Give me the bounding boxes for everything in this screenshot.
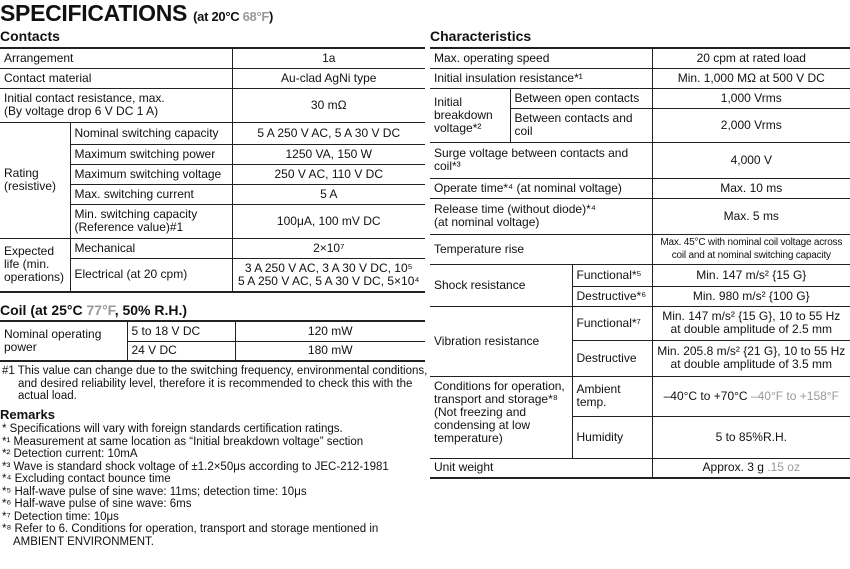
- value: 2×10⁷: [232, 238, 425, 258]
- label: Destructive: [572, 340, 652, 376]
- value: 1250 VA, 150 W: [232, 144, 425, 164]
- table-row: [430, 306, 850, 340]
- label: Between open contacts: [510, 88, 652, 108]
- life-label: Expected life (min. operations): [0, 238, 70, 292]
- label: Between contacts and coil: [510, 108, 652, 142]
- value: Min. 980 m/s² {100 G}: [652, 286, 850, 306]
- value: Max. 5 ms: [652, 198, 850, 234]
- table-row: [430, 264, 850, 286]
- label: Initial insulation resistance*¹: [430, 68, 652, 88]
- characteristics-heading: Characteristics: [430, 28, 532, 44]
- table-row: [0, 88, 425, 122]
- value: 180 mW: [235, 341, 425, 361]
- table-row: [430, 68, 850, 88]
- table-row: [0, 122, 425, 144]
- label: 5 to 18 V DC: [127, 321, 235, 341]
- table-row: [430, 178, 850, 198]
- label: 24 V DC: [127, 341, 235, 361]
- label: Release time (without diode)*⁴ (at nominal voltage): [430, 198, 652, 234]
- label: Humidity: [572, 416, 652, 458]
- label: Destructive*⁶: [572, 286, 652, 306]
- label: Conditions for operation, transport and storage*⁸ (Not freezing and condensing at low temperature): [430, 376, 572, 458]
- value: Min. 205.8 m/s² {21 G}, 10 to 55 Hz at double amplitude of 3.5 mm: [652, 340, 850, 376]
- label: Contact material: [0, 68, 232, 88]
- value: 2,000 Vrms: [652, 108, 850, 142]
- value: 100μA, 100 mV DC: [232, 204, 425, 238]
- table-row: [430, 198, 850, 234]
- value: 5 to 85%R.H.: [652, 416, 850, 458]
- table-row: [430, 376, 850, 416]
- value: Approx. 3 g .15 oz: [652, 458, 850, 478]
- label: Nominal operating power: [0, 321, 127, 361]
- value: 120 mW: [235, 321, 425, 341]
- label: Electrical (at 20 cpm): [70, 258, 232, 292]
- label: Initial contact resistance, max. (By voltage drop 6 V DC 1 A): [0, 88, 232, 122]
- table-row: [430, 142, 850, 178]
- label: Unit weight: [430, 458, 652, 478]
- label: Maximum switching voltage: [70, 164, 232, 184]
- table-row: [0, 68, 425, 88]
- label: Min. switching capacity (Reference value)#1: [70, 204, 232, 238]
- table-row: [430, 234, 850, 264]
- label: Nominal switching capacity: [70, 122, 232, 144]
- value: Min. 1,000 MΩ at 500 V DC: [652, 68, 850, 88]
- value: Max. 45°C with nominal coil voltage across coil and at nominal switching capacity: [652, 234, 850, 264]
- label: Shock resistance: [430, 264, 572, 306]
- coil-heading: Coil (at 25°C 77°F, 50% R.H.): [0, 302, 188, 318]
- rating-label: Rating (resistive): [0, 122, 70, 238]
- value: Au-clad AgNi type: [232, 68, 425, 88]
- label: Functional*⁵: [572, 264, 652, 286]
- table-row: [430, 48, 850, 68]
- value: 4,000 V: [652, 142, 850, 178]
- value: 30 mΩ: [232, 88, 425, 122]
- label: Mechanical: [70, 238, 232, 258]
- characteristics-table: [430, 47, 850, 479]
- value: 3 A 250 V AC, 3 A 30 V DC, 10⁵ 5 A 250 V AC, 5 A 30 V DC, 5×10⁴: [232, 258, 425, 292]
- label: Max. switching current: [70, 184, 232, 204]
- table-row: [0, 238, 425, 258]
- value: Max. 10 ms: [652, 178, 850, 198]
- label: Max. operating speed: [430, 48, 652, 68]
- table-row: [430, 88, 850, 108]
- contacts-heading: Contacts: [0, 28, 60, 44]
- table-row: [430, 458, 850, 478]
- value: 5 A: [232, 184, 425, 204]
- label: Functional*⁷: [572, 306, 652, 340]
- table-row: [0, 321, 425, 341]
- coil-table: [0, 320, 425, 362]
- value: 5 A 250 V AC, 5 A 30 V DC: [232, 122, 425, 144]
- label: Arrangement: [0, 48, 232, 68]
- contacts-table: [0, 47, 425, 293]
- footnote: #1 This value can change due to the switching frequency, environmental conditions, and desired reliability level, therefore it is recommended to check this with the actual load.: [2, 365, 428, 402]
- label: Operate time*⁴ (at nominal voltage): [430, 178, 652, 198]
- value: 1,000 Vrms: [652, 88, 850, 108]
- value: –40°C to +70°C –40°F to +158°F: [652, 376, 850, 416]
- value: 250 V AC, 110 V DC: [232, 164, 425, 184]
- page-title: SPECIFICATIONS (at 20°C 68°F): [0, 0, 274, 26]
- remarks-list: * Specifications will vary with foreign standards certification ratings. *¹ Measurement at same location as “Initial breakdown voltage” section *² Detection current: 10mA *³ Wave is standard shock voltage of ±1.2×50μs according to JEC-212-1981 *⁴ Excluding contact bounce time *⁵ Half-wave pulse of sine wave: 11ms; detection time: 10μs *⁶ Half-wave pulse of sine wave: 6ms *⁷ Detection time: 10μs *⁸ Refer to 6. Conditions for operation, transport and storage mentioned in AMBIENT ENVIRONMENT.: [2, 423, 389, 548]
- label: Surge voltage between contacts and coil*³: [430, 142, 652, 178]
- table-row: [0, 48, 425, 68]
- value: Min. 147 m/s² {15 G}, 10 to 55 Hz at double amplitude of 2.5 mm: [652, 306, 850, 340]
- label: Maximum switching power: [70, 144, 232, 164]
- label: Temperature rise: [430, 234, 652, 264]
- label: Ambient temp.: [572, 376, 652, 416]
- label: Initial breakdown voltage*²: [430, 88, 510, 142]
- remarks-heading: Remarks: [0, 407, 55, 422]
- value: 1a: [232, 48, 425, 68]
- value: 20 cpm at rated load: [652, 48, 850, 68]
- label: Vibration resistance: [430, 306, 572, 376]
- value: Min. 147 m/s² {15 G}: [652, 264, 850, 286]
